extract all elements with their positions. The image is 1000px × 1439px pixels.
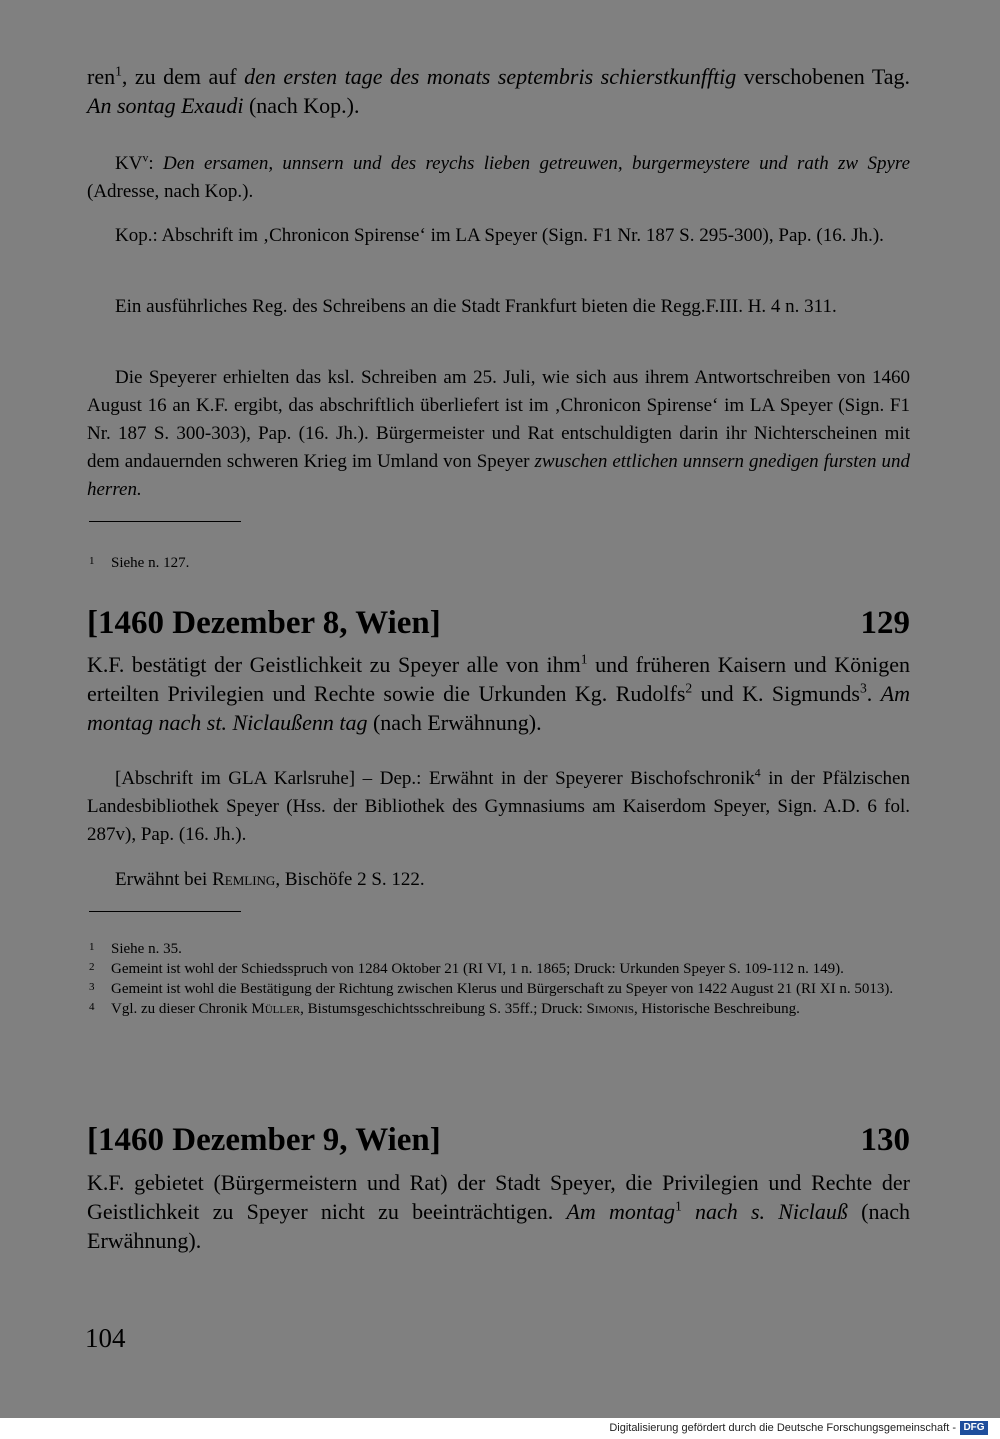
footnote-ref: 1	[115, 63, 122, 79]
text-run: K.F. bestätigt der Geistlichkeit zu Speyer alle von ihm	[87, 652, 581, 677]
page-number: 104	[85, 1323, 126, 1353]
quoted-text: den ersten tage des monats septembris schierstkunfftig	[244, 64, 737, 89]
text-run: , Historische Beschreibung.	[634, 1001, 800, 1017]
text-run: KV	[115, 153, 143, 174]
footnote-number: 3	[89, 981, 95, 993]
kop-paragraph	[87, 222, 910, 250]
footnote	[89, 959, 909, 979]
quoted-text: Am montag	[566, 1199, 675, 1224]
footnotes	[89, 939, 909, 1019]
footnote	[89, 553, 909, 573]
source-paragraph	[87, 765, 910, 849]
text-run: (Adresse, nach Kop.).	[87, 181, 254, 202]
text-run: .	[866, 681, 881, 706]
entry-summary	[87, 650, 910, 737]
footnote-text: Gemeint ist wohl der Schiedsspruch von 1284 Oktober 21 (RI VI, 1 n. 1865; Druck: Urkunden Speyer S. 109-112 n. 149).	[111, 961, 844, 977]
text-run: verschobenen Tag.	[736, 64, 910, 89]
footnote-ref: 3	[859, 680, 867, 696]
text-run: Ein ausführliches Reg. des Schreibens an die Stadt Frankfurt bieten die Regg.F.III. H. 4 n. 311.	[115, 296, 837, 317]
footer-credit: Digitalisierung gefördert durch die Deutsche Forschungsgemeinschaft -	[609, 1422, 956, 1434]
entry-heading	[87, 603, 910, 643]
text-run: , Bischöfe 2 S. 122.	[275, 869, 425, 890]
speyerer-paragraph	[87, 364, 910, 504]
footnote	[89, 999, 909, 1019]
text-run: ren	[87, 64, 116, 89]
text-run: Die Speyerer erhielten das ksl. Schreiben am 25. Juli, wie sich aus ihrem Antwortschreiben von 1460 August 16 an K.F. ergibt, das abschriftlich überliefert ist im ‚Chronicon Spirense‘ im LA Speyer (Sign. F1 Nr. 187 S. 300-303), Pap. (16. Jh.). Bürgermeister und Rat entschuldigten darin ihr Nichterscheinen mit dem andauernden schweren Krieg im Umland von Speyer	[87, 367, 910, 472]
continuation-paragraph	[87, 62, 910, 120]
text-run: K.F. gebietet (Bürgermeistern und Rat) der Stadt Speyer, die Privilegien und Rechte der Geistlichkeit zu Speyer nicht zu beeinträchtigen.	[87, 1170, 910, 1224]
entry-date-place: [1460 Dezember 8, Wien]	[87, 605, 441, 641]
text-run: , zu dem auf	[121, 64, 245, 89]
author-name: Simonis	[586, 1001, 635, 1017]
author-name: Remling	[212, 869, 276, 890]
text-run: und früheren Kaisern und Königen erteilten Privilegien und Rechte sowie die Urkunden Kg. Rudolfs	[87, 652, 910, 706]
text-run: Vgl. zu dieser Chronik	[111, 1001, 252, 1017]
footnote	[89, 979, 909, 999]
text-run: (nach Kop.).	[243, 93, 360, 118]
entry-summary	[87, 1168, 910, 1255]
footnote-text: Gemeint ist wohl die Bestätigung der Richtung zwischen Klerus und Bürgerschaft zu Speyer von 1422 August 21 (RI XI n. 5013).	[111, 981, 894, 997]
entry-number: 130	[860, 1122, 910, 1158]
footnotes	[89, 553, 909, 573]
text-run: Erwähnt bei	[115, 869, 213, 890]
text-run: (nach Erwähnung).	[87, 1199, 910, 1253]
footnote-ref: 1	[674, 1198, 682, 1214]
author-name: Müller	[251, 1001, 301, 1017]
footnote	[89, 939, 909, 959]
entry-heading	[87, 1120, 910, 1160]
quoted-text: An sontag Exaudi	[87, 93, 244, 118]
footnote-ref: 2	[685, 680, 693, 696]
quoted-text: Den ersamen, unnsern und des reychs lieben getreuwen, burgermeystere und rath zw Spyre	[162, 153, 911, 174]
superscript: v	[142, 151, 149, 165]
footnote-rule	[89, 521, 241, 522]
footnote-text	[111, 999, 909, 1019]
kv-paragraph	[87, 150, 910, 206]
text-run: in der Pfälzischen Landesbibliothek Speyer (Hss. der Bibliothek des Gymnasiums am Kaiserdom Speyer, Sign. A.D. 6 fol. 287v), Pap. (16. Jh.).	[87, 768, 910, 845]
footnote-ref: 4	[754, 766, 761, 780]
entry-number: 129	[860, 605, 910, 641]
footnote-ref: 1	[580, 651, 588, 667]
text-run: Kop.: Abschrift im ‚Chronicon Spirense‘ im LA Speyer (Sign. F1 Nr. 187 S. 295-300), Pap. (16. Jh.).	[115, 225, 884, 246]
text-run: und K. Sigmunds	[692, 681, 860, 706]
literature-paragraph	[87, 866, 910, 894]
text-run: (nach Erwähnung).	[367, 710, 542, 735]
text-run: , Bistumsgeschichtsschreibung S. 35ff.; Druck:	[300, 1001, 587, 1017]
footnote-rule	[89, 911, 241, 912]
quoted-text: nach s. Niclauß	[681, 1199, 848, 1224]
footnote-number: 1	[89, 555, 95, 567]
text-run: :	[148, 153, 163, 174]
footnote-number: 4	[89, 1001, 95, 1013]
digitization-footer	[0, 1418, 1000, 1439]
reg-paragraph	[87, 293, 910, 321]
footnote-text: Siehe n. 127.	[111, 555, 190, 571]
quoted-text: Am montag nach st. Niclaußenn tag	[87, 681, 911, 735]
dfg-logo: DFG	[960, 1421, 988, 1435]
entry-date-place: [1460 Dezember 9, Wien]	[87, 1122, 441, 1158]
text-run: [Abschrift im GLA Karlsruhe] – Dep.: Erwähnt in der Speyerer Bischofschronik	[115, 768, 755, 789]
footnote-number: 1	[89, 941, 95, 953]
footnote-number: 2	[89, 961, 95, 973]
footnote-text: Siehe n. 35.	[111, 941, 182, 957]
quoted-text: zwuschen ettlichen unnsern gnedigen fursten und herren.	[87, 451, 911, 500]
